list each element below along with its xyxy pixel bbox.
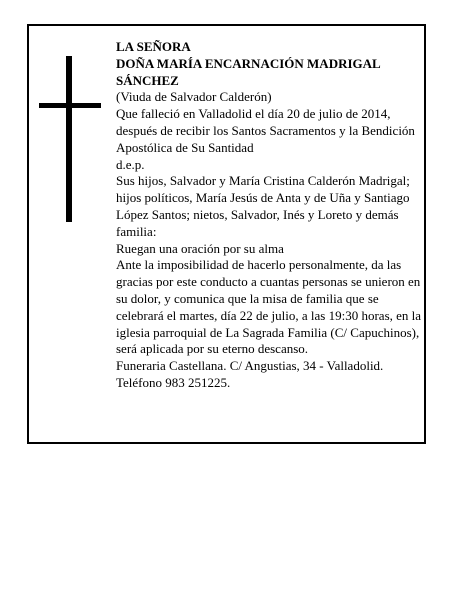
cross-icon — [39, 56, 101, 222]
cross-horizontal-bar — [39, 103, 101, 108]
dep-line: d.e.p. — [116, 156, 145, 172]
mass-text: Ante la imposibilidad de hacerlo personalmente, da las gracias por este conducto a cuantas personas se unieron en su dolor, y comunica que la misa de familia que se celebrará el martes, día 22 de julio, a las 19:30 horas, en la iglesia parroquial de La Sagrada Familia (C/ Capuchinos), será aplicada por su eterno descanso. — [116, 257, 422, 357]
family-text: Sus hijos, Salvador y María Cristina Calderón Madrigal; hijos políticos, María Jesús de Anta y de Uña y Santiago López Santos; nietos, Salvador, Inés y Loreto y demás familia: — [116, 173, 410, 239]
death-text: Que falleció en Valladolid el día 20 de julio de 2014, después de recibir los Santos Sacramentos y la Bendición Apostólica de Su Santidad — [116, 106, 415, 155]
notice-text — [116, 39, 426, 392]
prayer-line: Ruegan una oración por su alma — [116, 240, 284, 256]
funeral-home-text: Funeraria Castellana. C/ Angustias, 34 - Valladolid. Teléfono 983 251225. — [116, 358, 384, 390]
deceased-name: DOÑA MARÍA ENCARNACIÓN MADRIGAL SÁNCHEZ — [116, 55, 380, 88]
notice-title: LA SEÑORA — [116, 39, 191, 54]
obituary-notice — [27, 24, 426, 444]
widow-line: (Viuda de Salvador Calderón) — [116, 89, 272, 105]
cross-vertical-bar — [66, 56, 72, 222]
